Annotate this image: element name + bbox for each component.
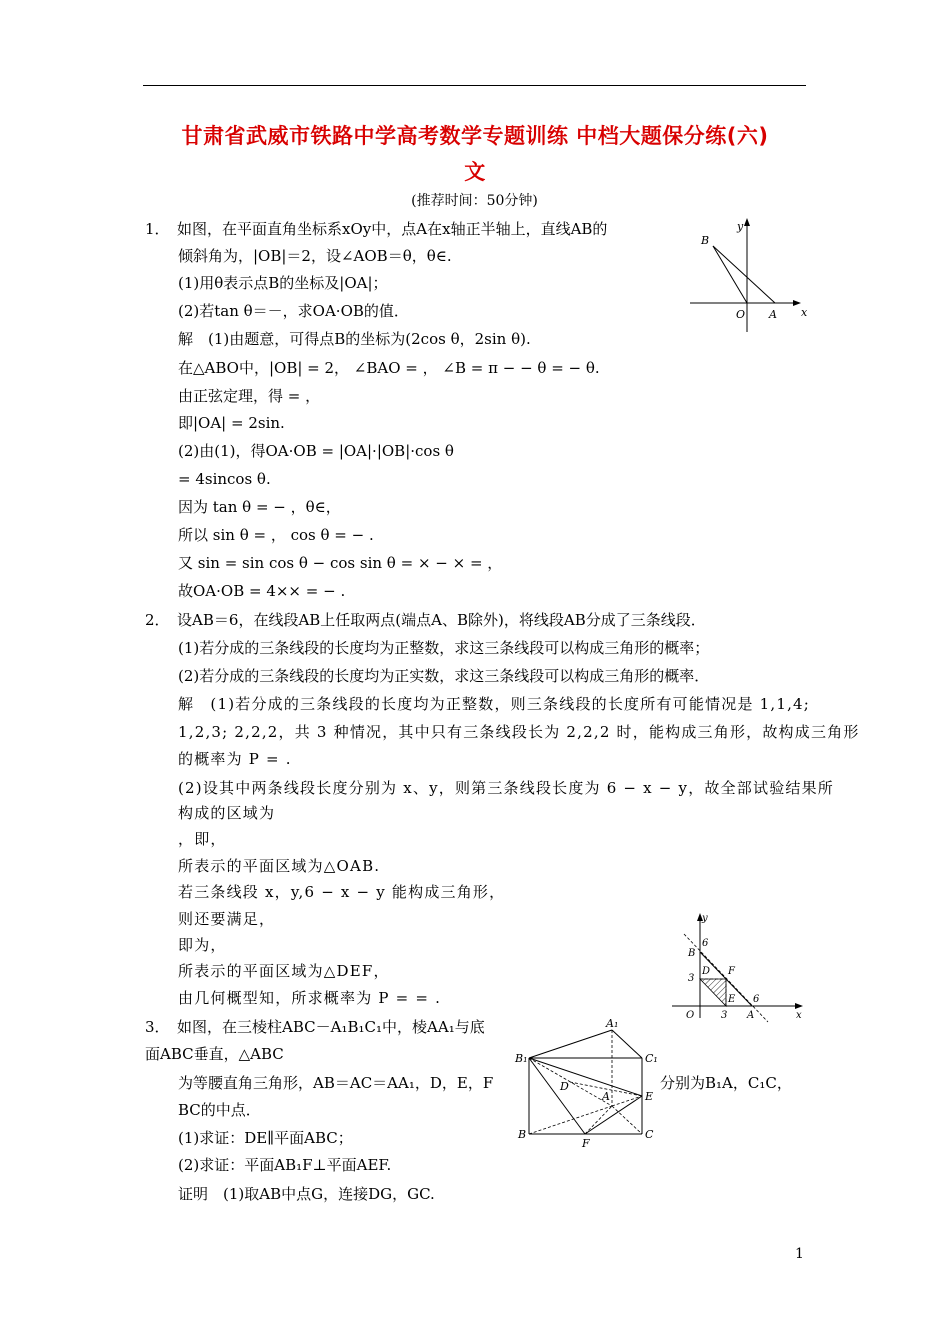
x-axis-arrow (795, 1003, 803, 1009)
p1-line-8: 即|OA| = 2sin. (178, 414, 285, 432)
p3-line-3: 为等腰直角三角形，AB＝AC＝AA₁，D，E，F (178, 1074, 494, 1092)
p2-line-10: 所表示的平面区域为△OAB. (178, 857, 381, 875)
document-title-continued: 文 (464, 160, 486, 184)
label-a1: A₁ (606, 1017, 619, 1030)
p2-line-8: 构成的区域为 (178, 804, 276, 822)
p1-line-3: (1)用θ表示点B的坐标及|OA|； (178, 274, 388, 292)
label-o: O (686, 1010, 695, 1021)
edge-a1c1 (612, 1030, 642, 1058)
label-d: D (702, 966, 711, 977)
p3-line-4: BC的中点． (178, 1101, 261, 1119)
label-b: B (688, 948, 696, 959)
label-a: A (769, 308, 777, 321)
label-y: y (702, 913, 708, 924)
p3-line-1: 3． 如图，在三棱柱ABC－A₁B₁C₁中，棱AA₁与底 (145, 1018, 485, 1036)
label-x: x (801, 306, 808, 319)
figure-triangular-prism (512, 1016, 662, 1150)
segment-ae (612, 1096, 642, 1106)
segment-af (585, 1106, 612, 1134)
label-y: y (737, 220, 744, 233)
line-x-plus-y-6 (684, 934, 768, 1022)
segment-ab (713, 246, 775, 303)
p2-line-13: 即为， (178, 936, 227, 954)
label-six-y: 6 (702, 938, 709, 949)
figure-coordinate-plane-1 (685, 210, 815, 340)
label-e: E (645, 1090, 654, 1103)
p1-line-1: 1． 如图，在平面直角坐标系xOy中，点A在x轴正半轴上，直线AB的 (145, 220, 608, 238)
p1-line-12: 所以 sin θ = ， cos θ = − . (178, 526, 374, 544)
p2-line-12: 则还要满足， (178, 910, 276, 928)
label-e: E (728, 994, 736, 1005)
label-o: O (736, 308, 746, 321)
label-f: F (582, 1137, 590, 1150)
p2-solution-start: 解 (1)若分成的三条线段的长度均为正整数，则三条线段的长度所有可能情况是 1,1,4; (178, 695, 811, 713)
p2-line-14: 所表示的平面区域为△DEF， (178, 962, 390, 980)
p1-line-7: 由正弦定理，得 = ， (178, 387, 321, 405)
x-axis-arrow (793, 300, 801, 306)
label-a: A (602, 1090, 610, 1103)
recommended-time: (推荐时间：50分钟) (411, 193, 538, 209)
p2-line-2: (1)若分成的三条线段的长度均为正整数，求这三条线段可以构成三角形的概率； (178, 639, 710, 657)
p1-line-13: 又 sin = sin cos θ − cos sin θ = × − × = ， (178, 554, 503, 572)
p3-line-3-continued: 分别为B₁A，C₁C， (660, 1074, 792, 1092)
p2-line-3: (2)若分成的三条线段的长度均为正实数，求这三条线段可以构成三角形的概率． (178, 667, 710, 685)
y-axis-arrow (744, 218, 750, 226)
p1-line-4: (2)若tan θ＝－，求OA·OB的值． (178, 302, 409, 320)
edge-ba (529, 1106, 612, 1134)
label-x: x (796, 1010, 802, 1021)
figure-coordinate-plane-2 (670, 906, 810, 1024)
label-f: F (728, 966, 735, 977)
p1-line-14: 故OA·OB = 4×× = − . (178, 582, 346, 600)
p2-line-1: 2． 设AB＝6，在线段AB上任取两点(端点A、B除外)，将线段AB分成了三条线段． (145, 611, 706, 629)
p2-line-6: 的概率为 P = . (178, 750, 292, 768)
label-six-x: 6 (753, 994, 760, 1005)
edge-b1a1 (529, 1030, 612, 1058)
label-d: D (560, 1080, 569, 1093)
document-title: 甘肃省武威市铁路中学高考数学专题训练 中档大题保分练(六) (181, 124, 769, 148)
triangle-def-shaded (700, 979, 726, 1006)
p2-line-5: 1,2,3; 2,2,2，共 3 种情况，其中只有三条线段长为 2,2,2 时，能构成三角形，故构成三角形 (178, 723, 860, 741)
label-c1: C₁ (645, 1052, 658, 1065)
p2-line-11: 若三条线段 x，y,6 − x − y 能构成三角形， (178, 883, 506, 901)
p3-proof-start: 证明 (1)取AB中点G，连接DG，GC. (178, 1185, 435, 1203)
p3-line-6: (2)求证：平面AB₁F⊥平面AEF. (178, 1156, 392, 1174)
p2-line-9: ，即， (178, 830, 227, 848)
p1-line-6: 在△ABO中，|OB| = 2， ∠BAO = ， ∠B = π − − θ = − θ. (178, 359, 600, 377)
p1-line-10: = 4sincos θ. (178, 470, 271, 488)
segment-fe (585, 1096, 642, 1134)
page-number: 1 (795, 1246, 804, 1262)
p1-line-9: (2)由(1)，得OA·OB = |OA|·|OB|·cos θ (178, 442, 454, 460)
segment-ob (713, 246, 747, 303)
p3-line-2: 面ABC垂直，△ABC (145, 1045, 284, 1063)
label-b1: B₁ (515, 1052, 528, 1065)
label-b: B (701, 234, 710, 247)
p3-line-5: (1)求证：DE∥平面ABC； (178, 1129, 353, 1147)
p1-solution-start: 解 (1)由题意，可得点B的坐标为(2cos θ，2sin θ). (178, 330, 531, 348)
label-three-x: 3 (721, 1010, 728, 1021)
label-b: B (518, 1128, 527, 1141)
p1-line-11: 因为 tan θ = − ，θ∈， (178, 498, 341, 516)
segment-b1f (529, 1058, 585, 1134)
p2-line-15: 由几何概型知，所求概率为 P = = . (178, 989, 442, 1007)
header-rule (143, 85, 806, 86)
edge-ac (612, 1106, 642, 1134)
label-c: C (645, 1128, 654, 1141)
label-a: A (747, 1010, 755, 1021)
p1-line-2: 倾斜角为，|OB|＝2，设∠AOB＝θ，θ∈. (178, 247, 452, 265)
label-three-y: 3 (688, 973, 695, 984)
p2-line-7: (2)设其中两条线段长度分别为 x、y，则第三条线段长度为 6 − x − y，故全部试验结果所 (178, 779, 835, 797)
